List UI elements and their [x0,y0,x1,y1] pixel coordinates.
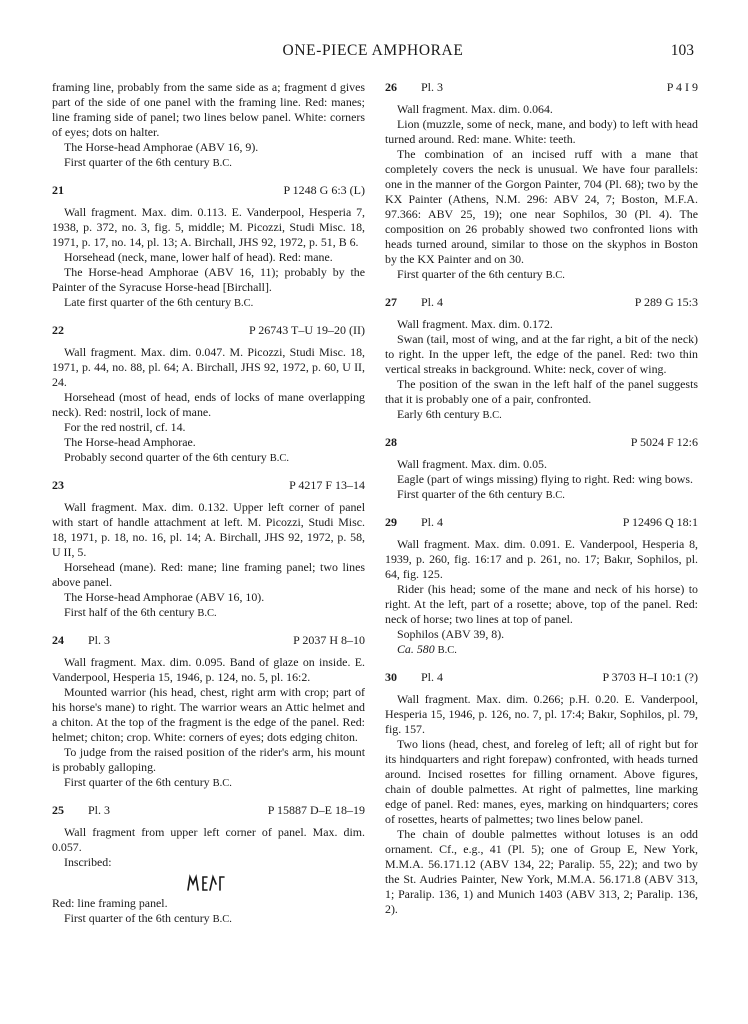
catalog-entry-23 [52,478,365,621]
entry-header [52,323,365,341]
entry-header [52,478,365,496]
entry-number: 27 [385,295,397,309]
catalog-entry-26 [385,80,698,283]
description: Wall fragment. Max. dim. 0.05. [397,457,547,471]
catalog-entry-25 [52,803,365,927]
catalog-entry-22 [52,323,365,466]
plate-reference: Pl. 4 [421,515,444,529]
description: Horsehead (neck, mane, lower half of head). Red: mane. [64,250,333,264]
description: Rider (his head; some of the mane and neck of his horse) to right. At the left, part of a rosette; above, top of the panel. Red: neck of horse; two lines at top of panel. [385,582,698,626]
commentary: The position of the swan in the left half of the panel suggests that it is probably one of a pair, confronted. [385,377,698,406]
description: Wall fragment. Max. dim. 0.091. E. Vanderpool, Hesperia 8, 1939, p. 260, fig. 16:17 and p. 261, no. 17; Bakır, Sophilos, pl. 64, fig. 125. [385,537,698,581]
description: Wall fragment. Max. dim. 0.266; p.H. 0.20. E. Vanderpool, Hesperia 15, 1946, p. 126, no. 7, pl. 17:4; Bakır, Sophilos, pl. 79, fig. 157. [385,692,698,736]
description: Wall fragment. Max. dim. 0.064. [397,102,553,116]
date-line: Ca. 580 B.C. [397,642,457,656]
plate-reference: Pl. 4 [421,295,444,309]
description: Swan (tail, most of wing, and at the far right, a bit of the neck) to right. In the upper left, the edge of the panel. Red: two thin vertical streaks in background. White: neck, cover of wing. [385,332,698,376]
page-header [52,42,694,64]
attribution: The Horse-head Amphorae (ABV 16, 11); probably by the Painter of the Syracuse Horse-head [Birchall]. [52,265,365,294]
description: To judge from the raised position of the rider's arm, his mount is probably galloping. [52,745,365,774]
inventory-number: P 1248 G 6:3 (L) [283,183,365,197]
description: Mounted warrior (his head, chest, right arm with crop; part of his horse's mane) to right. The warrior wears an Attic helmet and a chiton. At the top of the fragment is the edge of the panel. Red: helmet; chiton; crop. White: corners of eyes; dots edging chiton. [52,685,365,744]
description: Horsehead (mane). Red: mane; line framing panel; two lines above panel. [52,560,365,589]
left-column [52,80,365,927]
catalog-entry-24 [52,633,365,791]
date-line: First quarter of the 6th century B.C. [64,155,232,169]
plate-reference: Pl. 3 [421,80,444,94]
entry-number: 23 [52,478,64,492]
date-line: First half of the 6th century B.C. [64,605,217,619]
inventory-number: P 3703 H–I 10:1 (?) [602,670,698,684]
date-line: First quarter of the 6th century B.C. [397,267,565,281]
entry-number: 28 [385,435,397,449]
description: Wall fragment from upper left corner of panel. Max. dim. 0.057. [52,825,365,854]
attribution: Sophilos (ABV 39, 8). [397,627,505,641]
date-line: Late first quarter of the 6th century B.C. [64,295,254,309]
running-title: ONE-PIECE AMPHORAE [282,42,464,59]
inventory-number: P 289 G 15:3 [634,295,698,309]
inscribed-label: Inscribed: [64,855,112,869]
entry-header [52,183,365,201]
inventory-number: P 4217 F 13–14 [289,478,365,492]
entry-header [385,80,698,98]
description: Wall fragment. Max. dim. 0.172. [397,317,553,331]
plate-reference: Pl. 4 [421,670,444,684]
description: Wall fragment. Max. dim. 0.095. Band of glaze on inside. E. Vanderpool, Hesperia 15, 1946, p. 124, no. 5, pl. 16:2. [52,655,365,684]
inventory-number: P 26743 T–U 19–20 (II) [249,323,365,337]
catalog-entry-30 [385,670,698,917]
description: Lion (muzzle, some of neck, mane, and body) to left with head turned around. Red: mane. White: teeth. [385,117,698,146]
entry-header [385,515,698,533]
description: Horsehead (most of head, ends of locks of mane overlapping neck). Red: nostril, lock of mane. [52,390,365,419]
commentary: The combination of an incised ruff with a mane that completely covers the neck is unusual. We have four parallels: one in the manner of the Gorgon Painter, 704 (Pl. 68); two by the KX Painter (Athens, N.M. 296: ABV 24, 7; Boston, M.F.A. 97.366: ABV 25, 19); one near Sophilos, 30 (Pl. 4). The composition on 26 probably showed two confronted lions with heads turned around, similar to those on the skyphos in Boston by the KX Painter and on 30. [385,147,698,266]
description: Wall fragment. Max. dim. 0.047. M. Picozzi, Studi Misc. 18, 1971, p. 44, no. 88, pl. 64; A. Birchall, JHS 92, 1972, p. 60, U II, 24. [52,345,365,389]
entry-header [385,435,698,453]
entry-number: 21 [52,183,64,197]
date-line: Probably second quarter of the 6th century B.C. [64,450,289,464]
inscription-glyphs-icon [186,874,226,892]
plate-reference: Pl. 3 [88,633,111,647]
commentary: The chain of double palmettes without lotuses is an odd ornament. Cf., e.g., 41 (Pl. 5); one of Group E, New York, M.M.A. 56.171.12 (ABV 134, 22; Paralip. 55, 22); and two by the St. Audries Painter, New York, M.M.A. 56.171.8 (ABV 313, 1; Paralip. 136, 1) and Munich 1403 (ABV 313, 2; Paralip. 136, 2). [385,827,698,916]
continuation-text: framing line, probably from the same side as a; fragment d gives part of the side of one panel with the framing line. Red: manes; line framing side of panel; two lines below panel. White: corners of eyes; dots on halter. [52,80,365,139]
entry-number: 22 [52,323,64,337]
catalog-entry-27 [385,295,698,423]
inventory-number: P 12496 Q 18:1 [622,515,698,529]
inventory-number: P 5024 F 12:6 [630,435,698,449]
inventory-number: P 2037 H 8–10 [293,633,365,647]
entry-number: 26 [385,80,397,94]
date-line: First quarter of the 6th century B.C. [64,911,232,925]
entry-header [385,295,698,313]
description: Wall fragment. Max. dim. 0.132. Upper left corner of panel with start of handle attachment at left. M. Picozzi, Studi Misc. 18, 1971, p. 18, no. 16, pl. 14; A. Birchall, JHS 92, 1972, p. 58, U II, 5. [52,500,365,559]
date-line: First quarter of the 6th century B.C. [397,487,565,501]
description: Red: line framing panel. [52,896,168,910]
inventory-number: P 4 I 9 [666,80,698,94]
description: For the red nostril, cf. 14. [64,420,186,434]
description: Two lions (head, chest, and foreleg of left; all of right but for its hindquarters and right forepaw) confronted, with heads turned around. Incised rosettes for filling ornament. Above figures, chain of double palmettes. At right of palmettes, line marking edge of panel. Red: manes, eyes, marking on hindquarters; cores of rosettes, hearts of palmettes; two lines below panel. [385,737,698,826]
inscription-figure [52,870,365,896]
catalog-entry-28 [385,435,698,503]
page-number: 103 [670,42,694,59]
inventory-number: P 15887 D–E 18–19 [267,803,365,817]
attribution: The Horse-head Amphorae. [64,435,196,449]
entry-header [52,803,365,821]
date-line: First quarter of the 6th century B.C. [64,775,232,789]
entry-number: 24 [52,633,64,647]
attribution: The Horse-head Amphorae (ABV 16, 9). [64,140,259,154]
catalog-entry-21 [52,183,365,311]
entry-number: 29 [385,515,397,529]
catalog-entry-29 [385,515,698,658]
description: Eagle (part of wings missing) flying to right. Red: wing bows. [397,472,693,486]
date-line: Early 6th century B.C. [397,407,502,421]
description: Wall fragment. Max. dim. 0.113. E. Vanderpool, Hesperia 7, 1938, p. 372, no. 3, fig. 5, middle; M. Picozzi, Studi Misc. 18, 1971, p. 17, no. 14, pl. 13; A. Birchall, JHS 92, 1972, p. 51, B 6. [52,205,365,249]
entry-header [52,633,365,651]
entry-number: 30 [385,670,397,684]
entry-header [385,670,698,688]
attribution: The Horse-head Amphorae (ABV 16, 10). [64,590,265,604]
entry-number: 25 [52,803,64,817]
right-column [385,80,698,917]
plate-reference: Pl. 3 [88,803,111,817]
